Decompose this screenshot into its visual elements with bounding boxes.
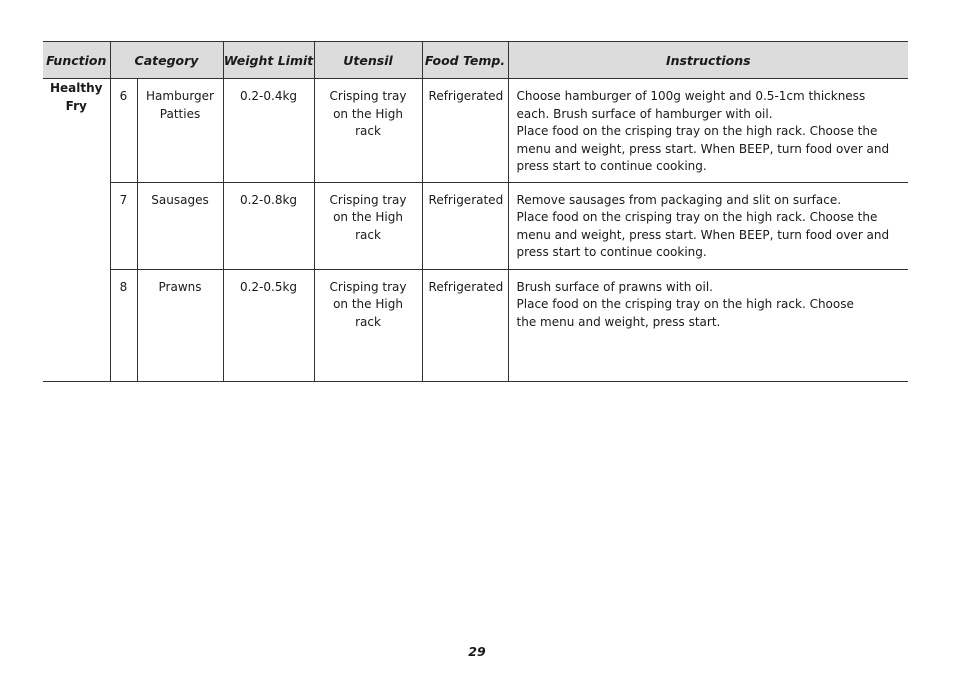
category-cell: Sausages (137, 182, 223, 269)
utensil-cell: Crisping tray on the High rack (314, 269, 422, 381)
table-row (43, 182, 908, 269)
instructions-cell (508, 79, 908, 183)
cooking-guide-table (43, 41, 908, 382)
header-function: Function (43, 42, 110, 79)
table-row (43, 269, 908, 381)
utensil-cell: Crisping tray on the High rack (314, 79, 422, 183)
weight-cell: 0.2-0.5kg (223, 269, 314, 381)
instruction-line: Place food on the crisping tray on the high rack. Choose the menu and weight, press start. When BEEP, turn food over and press start to continue cooking. (516, 210, 890, 259)
instructions-cell (508, 269, 908, 381)
instruction-line: Choose hamburger of 100g weight and 0.5-1cm thickness each. Brush surface of hamburger with oil. (516, 89, 866, 121)
weight-cell: 0.2-0.8kg (223, 182, 314, 269)
page-number: 29 (468, 644, 486, 659)
utensil-cell: Crisping tray on the High rack (314, 182, 422, 269)
instruction-line: Brush surface of prawns with oil. (516, 279, 713, 294)
category-cell: Prawns (137, 269, 223, 381)
header-row (43, 42, 908, 79)
temp-cell: Refrigerated (422, 269, 508, 381)
instruction-line: Place food on the crisping tray on the high rack. Choose the menu and weight, press start. When BEEP, turn food over and press start to continue cooking. (516, 124, 890, 173)
row-number: 8 (110, 269, 137, 381)
header-weight-limit: Weight Limit (223, 42, 314, 79)
row-number: 6 (110, 79, 137, 183)
weight-cell: 0.2-0.4kg (223, 79, 314, 183)
temp-cell: Refrigerated (422, 79, 508, 183)
header-food-temp: Food Temp. (422, 42, 508, 79)
row-number: 7 (110, 182, 137, 269)
instruction-line: the menu and weight, press start. (516, 314, 721, 329)
category-cell: Hamburger Patties (137, 79, 223, 183)
header-utensil: Utensil (314, 42, 422, 79)
temp-cell: Refrigerated (422, 182, 508, 269)
function-cell: Healthy Fry (43, 79, 110, 382)
instruction-line: Remove sausages from packaging and slit on surface. (516, 192, 842, 207)
header-instructions: Instructions (508, 42, 908, 79)
header-category: Category (110, 42, 223, 79)
table-row (43, 79, 908, 183)
instructions-cell (508, 182, 908, 269)
instruction-line: Place food on the crisping tray on the high rack. Choose (516, 297, 854, 311)
